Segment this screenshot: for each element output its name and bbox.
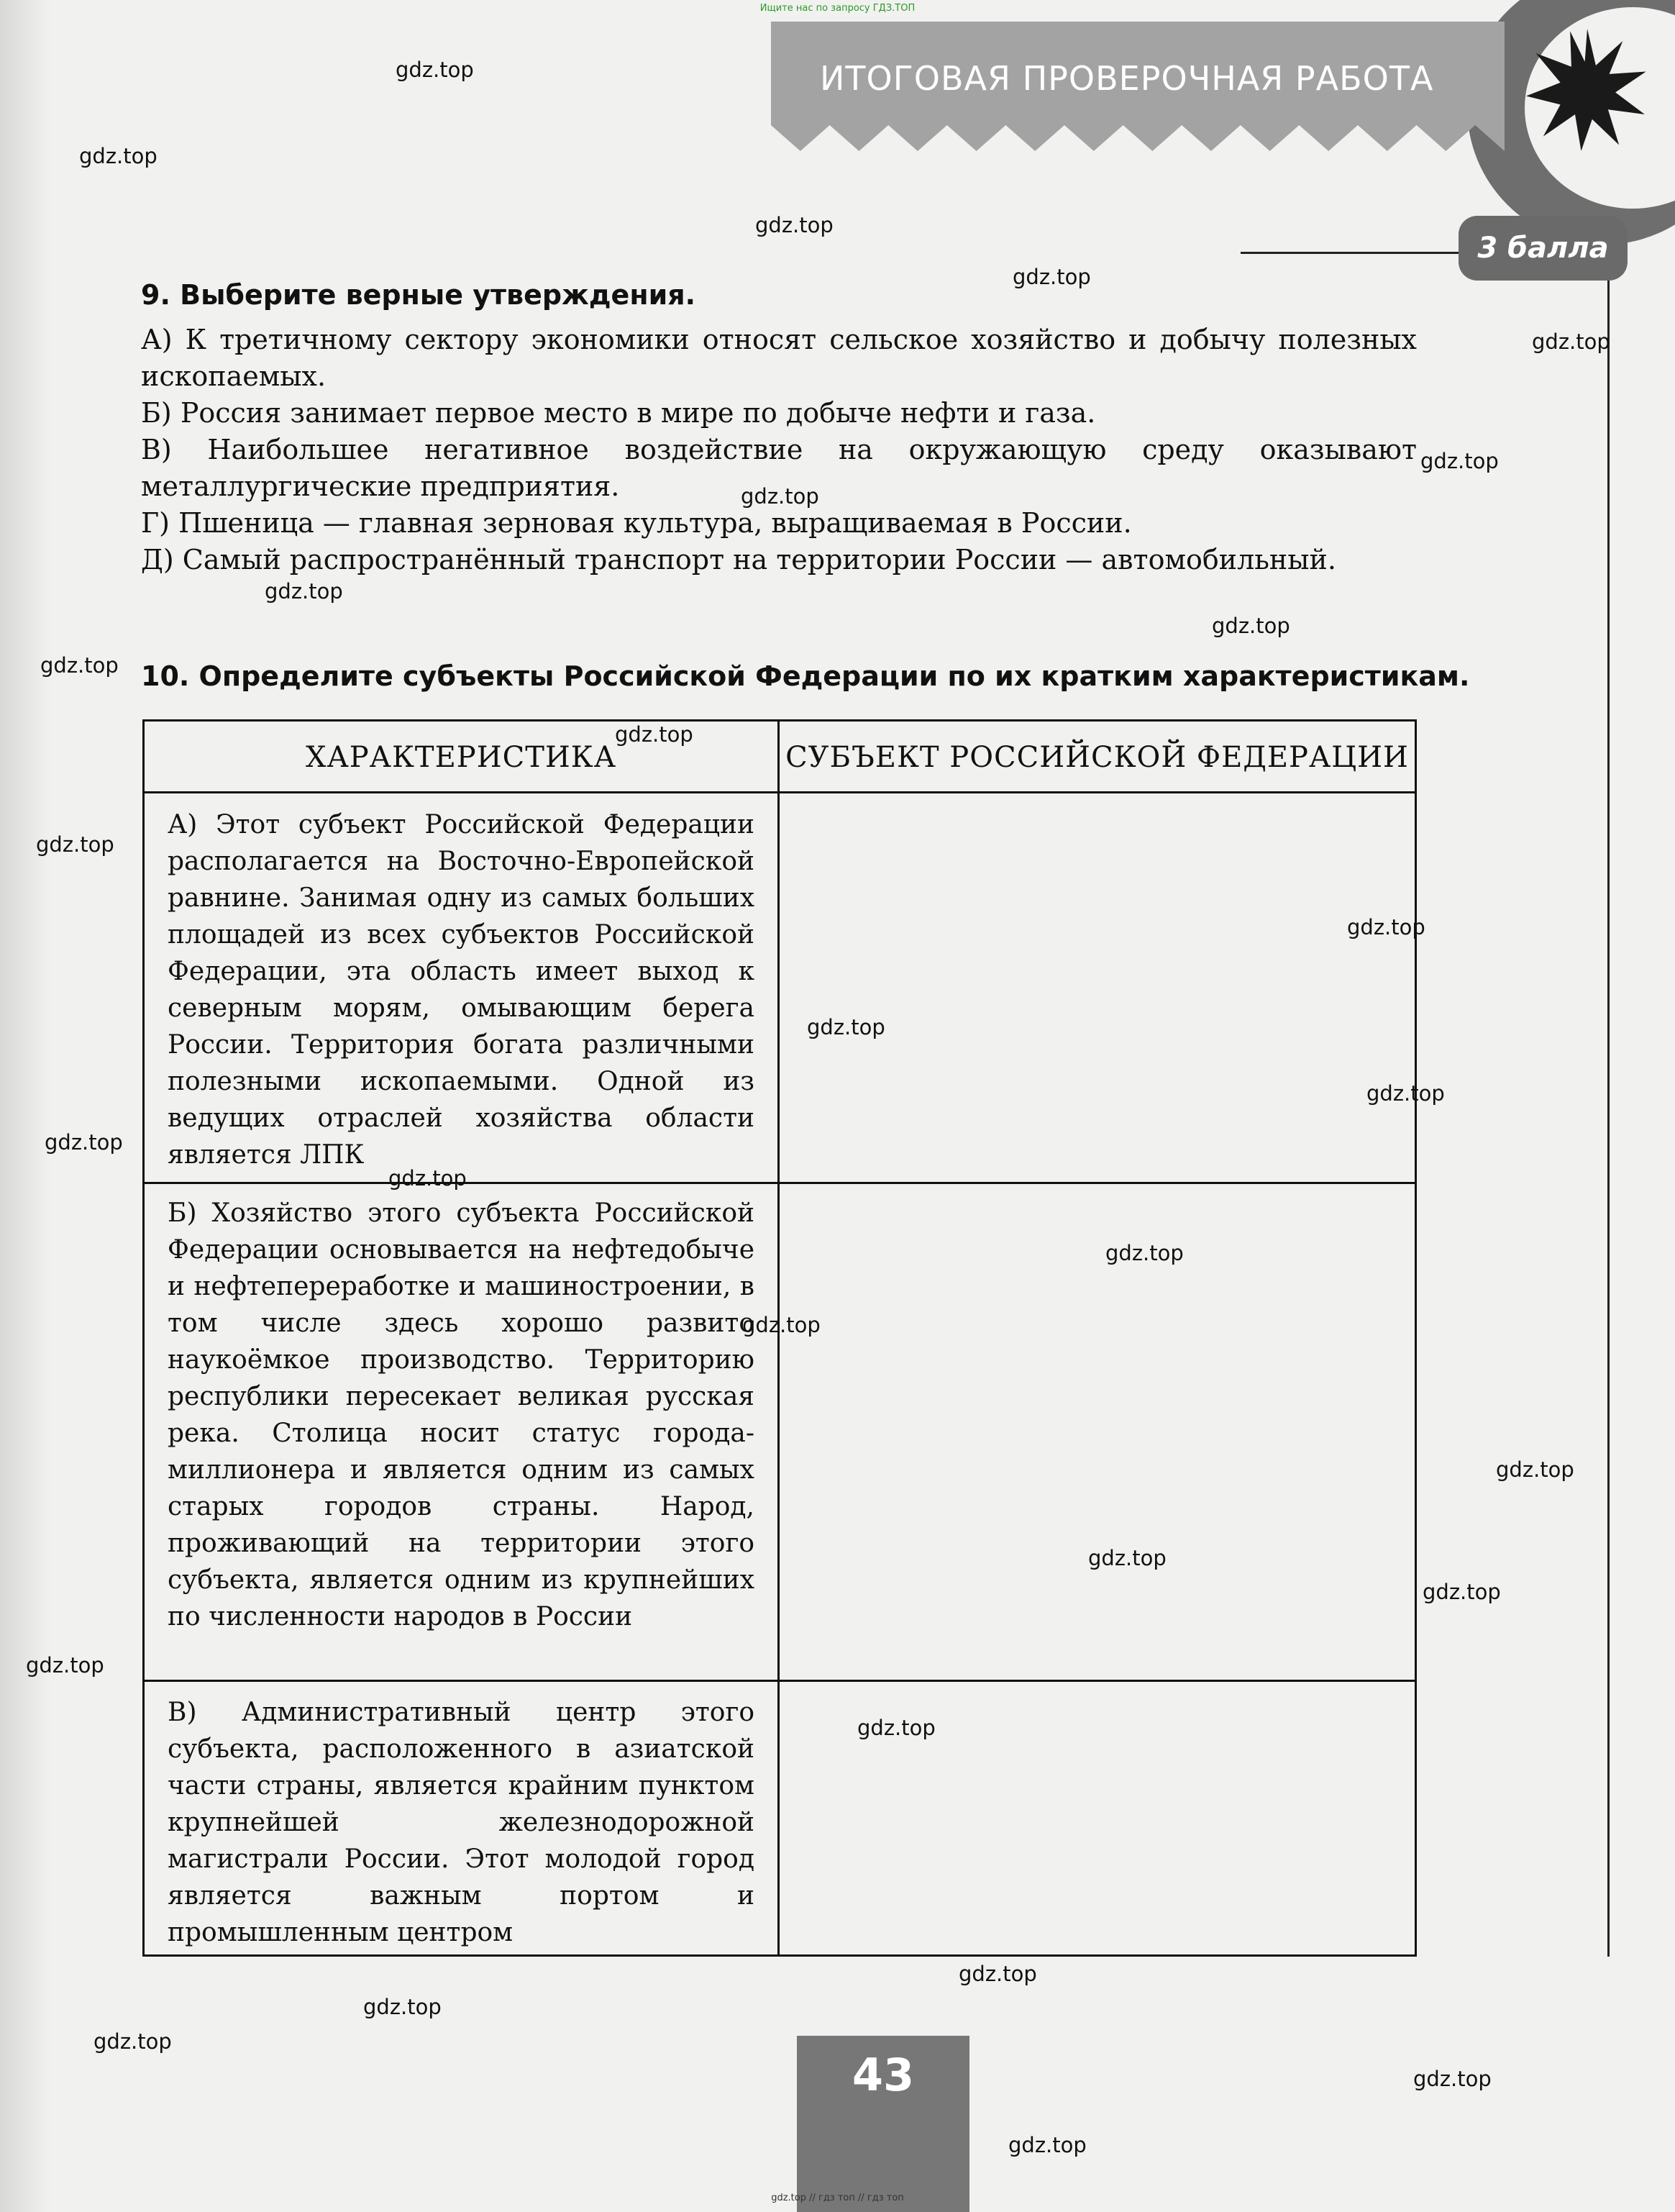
watermark: gdz.top <box>1013 265 1091 289</box>
table-row-c-characteristic: В) Административный центр этого субъекта, расположенного в азиатской части страны, является крайним пунктом крупнейшей железнодорожной магистрали России. Этот молодой город является важным портом и промышленным центром <box>168 1698 754 1947</box>
statement-b: Б) Россия занимает первое место в мире по добыче нефти и газа. <box>141 397 1096 429</box>
page-number: 43 <box>852 2049 915 2101</box>
watermark: gdz.top <box>36 832 114 857</box>
watermark: gdz.top <box>1088 1546 1167 1570</box>
table-row-b-characteristic: Б) Хозяйство этого субъекта Российской Федерации основывается на нефтедобыче и нефтепереработке и машиностроении, в том числе здесь хорошо развито наукоёмкое производство. Территорию республики пересекает великая русская река. Столица носит статус города-миллионера и является одним из самых старых городов страны. Народ, проживающий на территории этого субъекта, является одним из крупнейших по численности народов в России <box>168 1198 754 1631</box>
question-9-statements <box>141 322 1417 578</box>
question-9-title: 9. Выберите верные утверждения. <box>141 279 696 311</box>
score-divider <box>1241 252 1471 254</box>
watermark: gdz.top <box>807 1015 885 1039</box>
score-badge: 3 балла <box>1459 216 1628 281</box>
table-row-b-subject[interactable] <box>780 1184 1415 1680</box>
page-edge-shade <box>0 0 50 2212</box>
statement-d: Г) Пшеница — главная зерновая культура, выращиваемая в России. <box>141 507 1132 539</box>
watermark: gdz.top <box>959 1962 1037 1986</box>
watermark: gdz.top <box>615 722 693 747</box>
watermark: gdz.top <box>79 144 158 168</box>
watermark: gdz.top <box>1413 2067 1492 2091</box>
watermark: gdz.top <box>40 653 119 678</box>
table-row-a-characteristic: А) Этот субъект Российской Федерации располагается на Восточно-Европейской равнине. Занимая одну из самых больших площадей из всех субъектов Российской Федерации, эта область имеет выход к северным морям, омывающим берега России. Территория богата различными полезными ископаемыми. Одной из ведущих отраслей хозяйства области является ЛПК <box>168 810 754 1170</box>
watermark: gdz.top <box>742 1313 821 1337</box>
watermark: gdz.top <box>1366 1081 1445 1106</box>
watermark: gdz.top <box>1347 915 1425 939</box>
bottom-note: gdz.top // гдз топ // гдз топ <box>771 2193 904 2203</box>
watermark: gdz.top <box>857 1716 936 1740</box>
watermark: gdz.top <box>1105 1241 1184 1265</box>
subjects-table <box>142 719 1417 1957</box>
watermark: gdz.top <box>363 1995 442 2019</box>
watermark: gdz.top <box>741 484 819 509</box>
table-row-a-subject[interactable] <box>780 793 1415 1182</box>
statement-c: В) Наибольшее негативное воздействие на окружающую среду оказывают металлургические предприятия. <box>141 434 1417 502</box>
watermark: gdz.top <box>93 2029 172 2054</box>
watermark: gdz.top <box>1420 449 1499 473</box>
watermark: gdz.top <box>755 213 834 237</box>
watermark: gdz.top <box>26 1653 104 1678</box>
watermark: gdz.top <box>1532 329 1610 354</box>
table-header-characteristic: ХАРАКТЕРИСТИКА <box>305 741 617 774</box>
score-vertical-rule <box>1607 273 1610 1957</box>
statement-a: А) К третичному сектору экономики относят сельское хозяйство и добычу полезных ископаемых. <box>141 324 1417 392</box>
top-note: Ищите нас по запросу ГДЗ.ТОП <box>759 3 916 14</box>
watermark: gdz.top <box>45 1130 123 1155</box>
star-icon <box>1526 29 1648 151</box>
question-10-title: 10. Определите субъекты Российской Федерации по их кратким характеристикам. <box>141 660 1470 692</box>
watermark: gdz.top <box>1212 614 1290 638</box>
watermark: gdz.top <box>1423 1580 1501 1604</box>
watermark: gdz.top <box>388 1166 467 1191</box>
statement-e: Д) Самый распространённый транспорт на территории России — автомобильный. <box>141 544 1336 575</box>
watermark: gdz.top <box>265 579 343 604</box>
table-header-subject: СУБЪЕКТ РОССИЙСКОЙ ФЕДЕРАЦИИ <box>785 741 1409 774</box>
watermark: gdz.top <box>396 58 474 82</box>
watermark: gdz.top <box>1496 1457 1574 1482</box>
watermark: gdz.top <box>1008 2133 1087 2157</box>
header-title: ИТОГОВАЯ ПРОВЕРОЧНАЯ РАБОТА <box>820 59 1434 98</box>
